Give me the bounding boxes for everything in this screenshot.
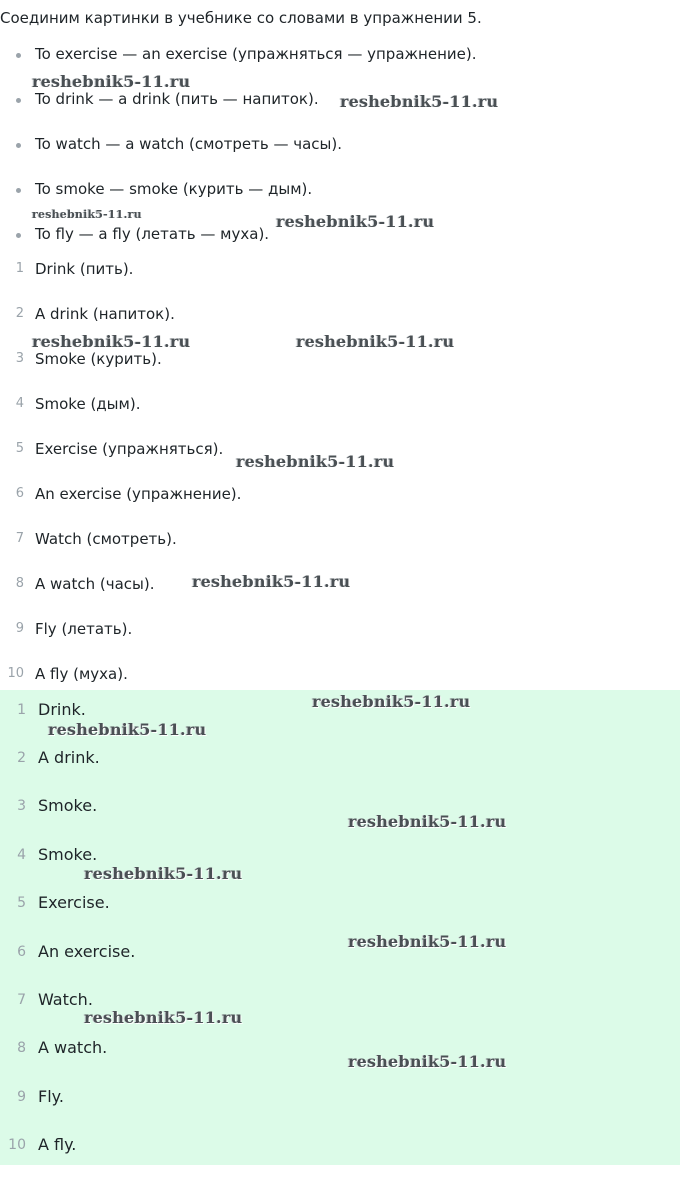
watermark: reshebnik5-11.ru [276, 212, 435, 231]
watermark: reshebnik5-11.ru [32, 332, 191, 351]
item-text: Exercise (упражняться). [35, 440, 224, 458]
bullet-text: To exercise — an exercise (упражняться — упражнение). [35, 45, 477, 63]
watermark: reshebnik5-11.ru [192, 572, 351, 591]
answer-text: A drink. [38, 748, 100, 767]
answer-number: 3 [17, 798, 26, 814]
item-number: 5 [15, 441, 24, 456]
item-number: 2 [15, 306, 24, 321]
bullet-dot [16, 53, 21, 58]
bullet-dot [16, 98, 21, 103]
answer-number: 10 [8, 1137, 26, 1153]
item-number: 6 [15, 486, 24, 501]
answer-text: A fly. [38, 1135, 77, 1154]
intro-text: Соединим картинки в учебнике со словами в упражнении 5. [0, 9, 482, 27]
item-text: A fly (муха). [35, 665, 128, 683]
watermark: reshebnik5-11.ru [84, 1008, 243, 1027]
answer-text: Smoke. [38, 796, 98, 815]
answer-text: Drink. [38, 700, 86, 719]
item-number: 8 [15, 576, 24, 591]
item-text: Drink (пить). [35, 260, 134, 278]
answer-number: 7 [17, 992, 26, 1008]
bullet-text: To watch — a watch (смотреть — часы). [35, 135, 342, 153]
item-number: 10 [7, 666, 24, 681]
answer-number: 2 [17, 750, 26, 766]
answer-number: 9 [17, 1089, 26, 1105]
item-text: A watch (часы). [35, 575, 155, 593]
watermark: reshebnik5-11.ru [32, 72, 191, 91]
item-text: An exercise (упражнение). [35, 485, 242, 503]
item-number: 4 [15, 396, 24, 411]
answer-text: Exercise. [38, 893, 110, 912]
bullet-text: To smoke — smoke (курить — дым). [35, 180, 313, 198]
bullet-dot [16, 188, 21, 193]
watermark: reshebnik5-11.ru [348, 1052, 507, 1071]
answer-number: 4 [17, 847, 26, 863]
answer-text: Fly. [38, 1087, 64, 1106]
answer-block [0, 690, 680, 1165]
answer-number: 8 [17, 1040, 26, 1056]
bullet-text: To fly — a fly (летать — муха). [35, 225, 270, 243]
watermark: reshebnik5-11.ru [348, 932, 507, 951]
watermark: reshebnik5-11.ru [296, 332, 455, 351]
bullet-text: To drink — a drink (пить — напиток). [35, 90, 319, 108]
watermark: reshebnik5-11.ru [312, 692, 471, 711]
bullet-dot [16, 143, 21, 148]
watermark: reshebnik5-11.ru [348, 812, 507, 831]
item-text: Smoke (курить). [35, 350, 162, 368]
item-text: Fly (летать). [35, 620, 133, 638]
watermark: reshebnik5-11.ru [48, 720, 207, 739]
item-number: 7 [15, 531, 24, 546]
answer-number: 6 [17, 944, 26, 960]
answer-text: Smoke. [38, 845, 98, 864]
item-number: 9 [15, 621, 24, 636]
watermark: reshebnik5-11.ru [32, 208, 142, 221]
item-number: 3 [15, 351, 24, 366]
item-text: Smoke (дым). [35, 395, 141, 413]
watermark: reshebnik5-11.ru [84, 864, 243, 883]
watermark: reshebnik5-11.ru [340, 92, 499, 111]
item-text: A drink (напиток). [35, 305, 175, 323]
answer-text: Watch. [38, 990, 93, 1009]
bullet-dot [16, 233, 21, 238]
watermark: reshebnik5-11.ru [236, 452, 395, 471]
item-text: Watch (смотреть). [35, 530, 177, 548]
answer-number: 5 [17, 895, 26, 911]
answer-text: An exercise. [38, 942, 136, 961]
answer-text: A watch. [38, 1038, 108, 1057]
answer-number: 1 [17, 702, 26, 718]
item-number: 1 [15, 261, 24, 276]
